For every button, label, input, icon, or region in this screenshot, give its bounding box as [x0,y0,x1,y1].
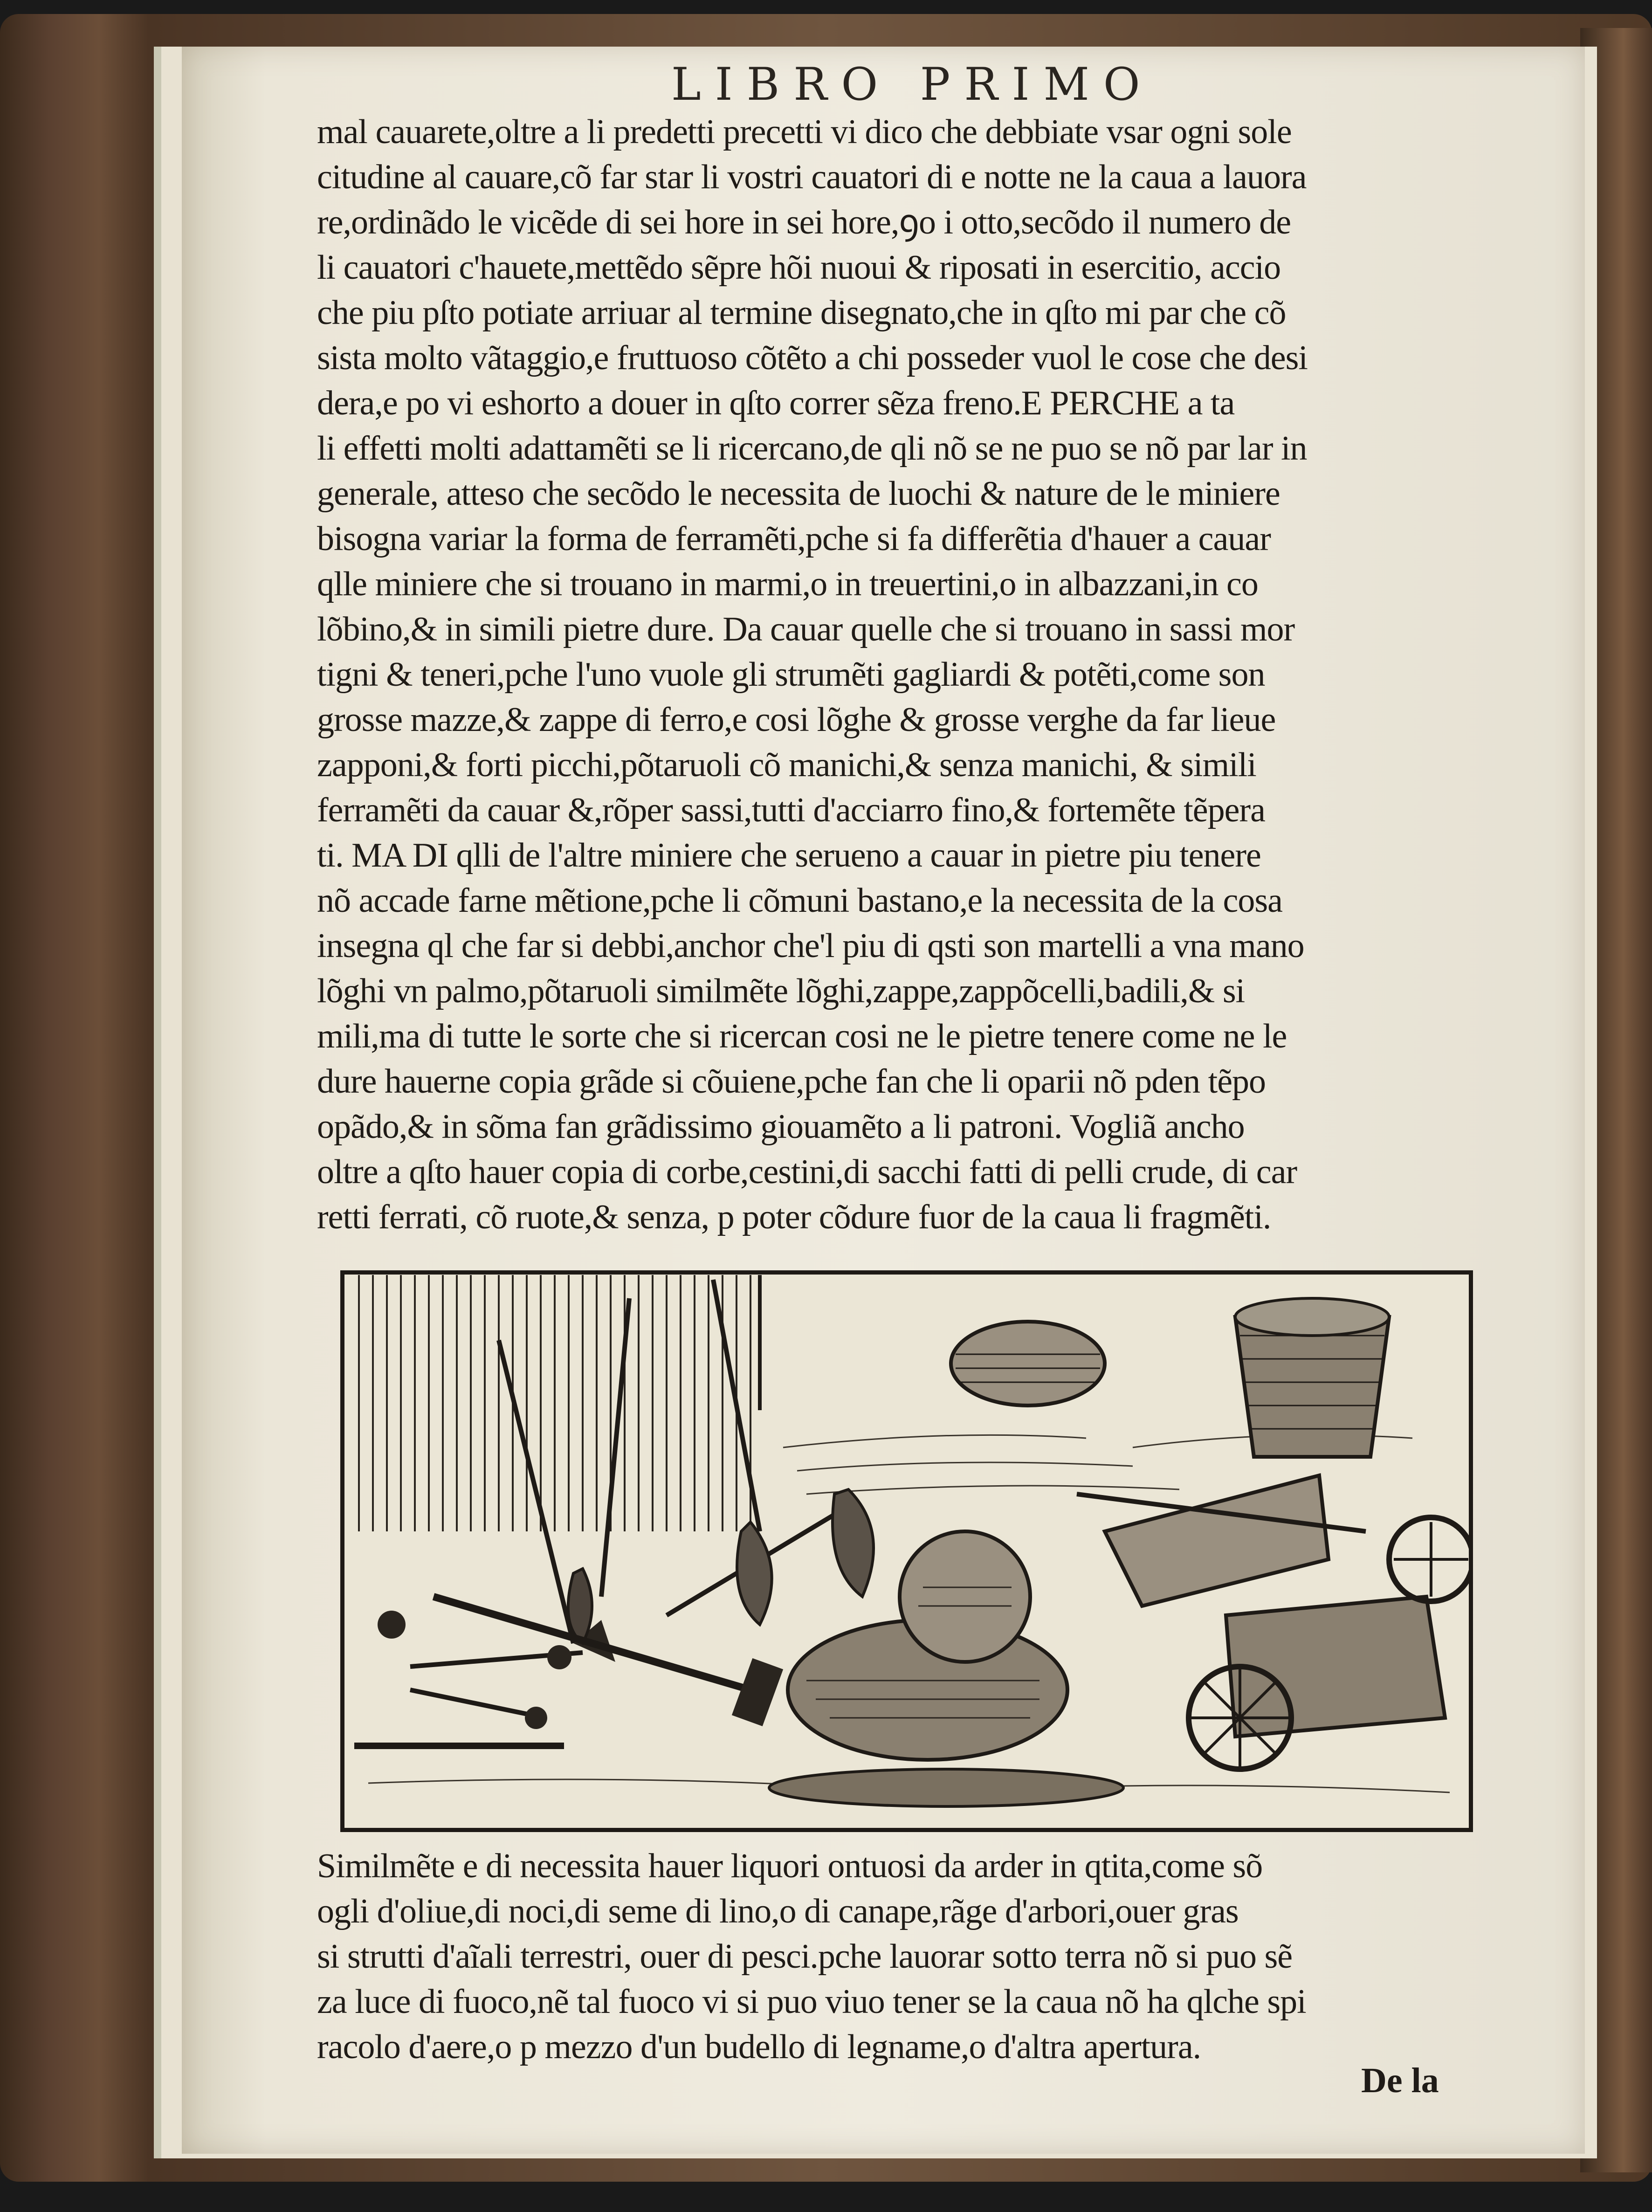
text-line: za luce di fuoco,nẽ tal fuoco vi si puo viuo tener se la caua nõ ha qlche spi [317,1983,1306,2021]
text-line: tigni & teneri,pche l'uno vuole gli strumẽti gagliardi & potẽti,come son [317,655,1265,694]
running-header: LIBRO PRIMO [671,58,1154,110]
text-line: ogli d'oliue,di noci,di seme di lino,o di canape,rãge d'arbori,ouer gras [317,1892,1239,1930]
text-line: ti. MA DI qlli de l'altre miniere che serueno a cauar in pietre piu tenere [317,836,1261,875]
text-line: bisogna variar la forma de ferramẽti,pche si fa differẽtia d'hauer a cauar [317,520,1271,558]
text-line: si strutti d'aĩali terrestri, ouer di pesci.pche lauorar sotto terra nõ si puo sẽ [317,1937,1293,1976]
text-line: retti ferrati, cõ ruote,& senza, p poter cõdure fuor de la caua li fragmẽti. [317,1198,1271,1236]
text-line: oltre a qſto hauer copia di corbe,cestini,di sacchi fatti di pelli crude, di car [317,1153,1297,1191]
text-line: li cauatori c'hauete,mettẽdo sẽpre hõi nuoui & riposati in esercitio, accio [317,248,1281,287]
text-line: lõbino,& in simili pietre dure. Da cauar quelle che si trouano in sassi mor [317,610,1295,648]
text-line: mili,ma di tutte le sorte che si ricercan cosi ne le pietre tenere come ne le [317,1017,1287,1055]
text-line: ferramẽti da cauar &,rõper sassi,tutti d'acciarro fino,& fortemẽte tẽpera [317,791,1265,829]
text-line: racolo d'aere,o p mezzo d'un budello di legname,o d'altra apertura. [317,2028,1201,2066]
text-line: generale, atteso che secõdo le necessita de luochi & nature de le miniere [317,475,1280,513]
text-line: Similmẽte e di necessita hauer liquori ontuosi da arder in qtita,come sõ [317,1847,1263,1885]
text-line: dera,e po vi eshorto a douer in qſto correr sẽza freno.E PERCHE a ta [317,384,1235,422]
text-line: dure hauerne copia grãde si cõuiene,pche fan che li oparii nõ pden tẽpo [317,1062,1266,1101]
text-line: zapponi,& forti picchi,põtaruoli cõ manichi,& senza manichi, & simili [317,746,1256,784]
woodcut-illustration [340,1270,1473,1832]
main-text [317,110,1552,1240]
lower-text [317,1844,1552,2070]
text-line: grosse mazze,& zappe di ferro,e cosi lõghe & grosse verghe da far lieue [317,701,1276,739]
text-line: che piu pſto potiate arriuar al termine disegnato,che in qſto mi par che cõ [317,294,1286,332]
text-line: opãdo,& in sõma fan grãdissimo giouamẽto a li patroni. Vogliã ancho [317,1108,1245,1146]
catchword: De la [1361,2061,1439,2100]
text-line: re,ordinãdo le vicẽde di sei hore in sei hore,ꝯo i otto,secõdo il numero de [317,203,1291,241]
text-line: mal cauarete,oltre a li predetti precetti vi dico che debbiate vsar ogni sole [317,113,1292,151]
text-line: sista molto vãtaggio,e fruttuoso cõtẽto a chi posseder vuol le cose che desi [317,339,1308,377]
text-line: qlle miniere che si trouano in marmi,o in treuertini,o in albazzani,in co [317,565,1258,603]
text-line: li effetti molti adattamẽti se li ricercano,de qli nõ se ne puo se nõ par lar in [317,429,1307,468]
text-line: citudine al cauare,cõ far star li vostri cauatori di e notte ne la caua a lauora [317,158,1307,196]
text-line: nõ accade farne mẽtione,pche li cõmuni bastano,e la necessita de la cosa [317,882,1282,920]
text-line: insegna ql che far si debbi,anchor che'l piu di qsti son martelli a vna mano [317,927,1304,965]
text-line: lõghi vn palmo,põtaruoli similmẽte lõghi,zappe,zappõcelli,badili,& si [317,972,1245,1010]
